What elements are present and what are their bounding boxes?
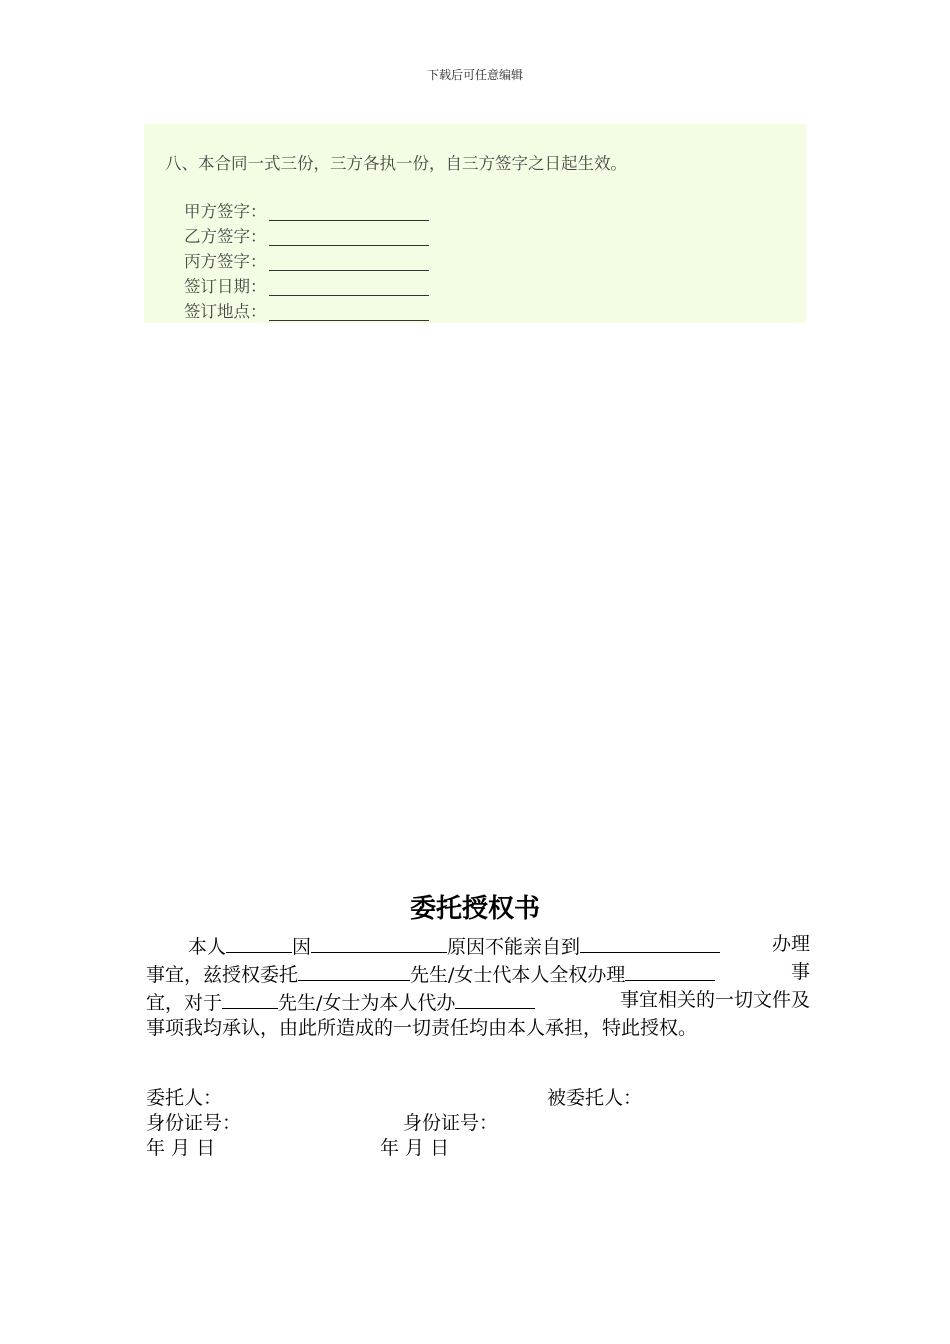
text-segment: 办理: [771, 933, 810, 955]
fill-blank: [226, 932, 292, 953]
fill-blank: [222, 988, 278, 1009]
signing-date-field: [184, 274, 429, 299]
signature-field-label: 丙方签字：: [184, 252, 267, 271]
text-segment: 先生/女士为本人代办: [278, 992, 456, 1014]
signature-field-party-c: [184, 249, 429, 274]
fill-blank: [455, 988, 535, 1009]
letter-body: [146, 932, 810, 1041]
letter-line-4: [146, 1016, 810, 1041]
text-segment: 因: [292, 936, 312, 958]
signature-field-label: 签订日期：: [184, 277, 267, 296]
text-segment: 事项我均承认，由此所造成的一切责任均由本人承担，特此授权。: [146, 1017, 698, 1039]
letter-line-2: [146, 960, 810, 988]
fill-blank: [580, 932, 720, 953]
text-segment: 事宜相关的一切文件及: [619, 989, 810, 1011]
page-header: 下载后可任意编辑: [426, 68, 523, 82]
fill-blank: [298, 960, 410, 981]
principal-id-label: 身份证号：: [146, 1112, 242, 1134]
signature-field-party-a: [184, 199, 429, 224]
text-segment: 宜，对于: [146, 992, 223, 1014]
principal-date: 年 月 日: [146, 1137, 216, 1159]
text-segment: 本人: [188, 936, 227, 958]
agent-label: 被委托人：: [547, 1087, 643, 1109]
signature-field-label: 甲方签字：: [184, 202, 267, 221]
fill-blank: [311, 932, 447, 953]
signature-field-party-b: [184, 224, 429, 249]
text-segment: 事宜，兹授权委托: [146, 964, 299, 986]
signature-blank: [269, 277, 429, 296]
principal-label: 委托人：: [146, 1087, 223, 1109]
agent-id-label: 身份证号：: [403, 1112, 499, 1134]
letter-title: 委托授权书: [409, 894, 540, 924]
agent-date: 年 月 日: [380, 1137, 450, 1159]
signature-field-list: [184, 199, 429, 324]
text-segment: 先生/女士代本人全权办理: [410, 964, 626, 986]
letter-line-3: [146, 988, 810, 1016]
text-segment: 原因不能亲自到: [447, 936, 581, 958]
signature-field-label: 签订地点：: [184, 302, 267, 321]
contract-clause: 八、本合同一式三份，三方各执一份，自三方签字之日起生效。: [165, 154, 627, 173]
signature-blank: [269, 202, 429, 221]
signature-blank: [269, 227, 429, 246]
signature-field-label: 乙方签字：: [184, 227, 267, 246]
text-segment: 事: [790, 961, 810, 983]
signature-blank: [269, 252, 429, 271]
signing-place-field: [184, 299, 429, 324]
signature-blank: [269, 302, 429, 321]
letter-line-1: [146, 932, 810, 960]
fill-blank: [625, 960, 715, 981]
